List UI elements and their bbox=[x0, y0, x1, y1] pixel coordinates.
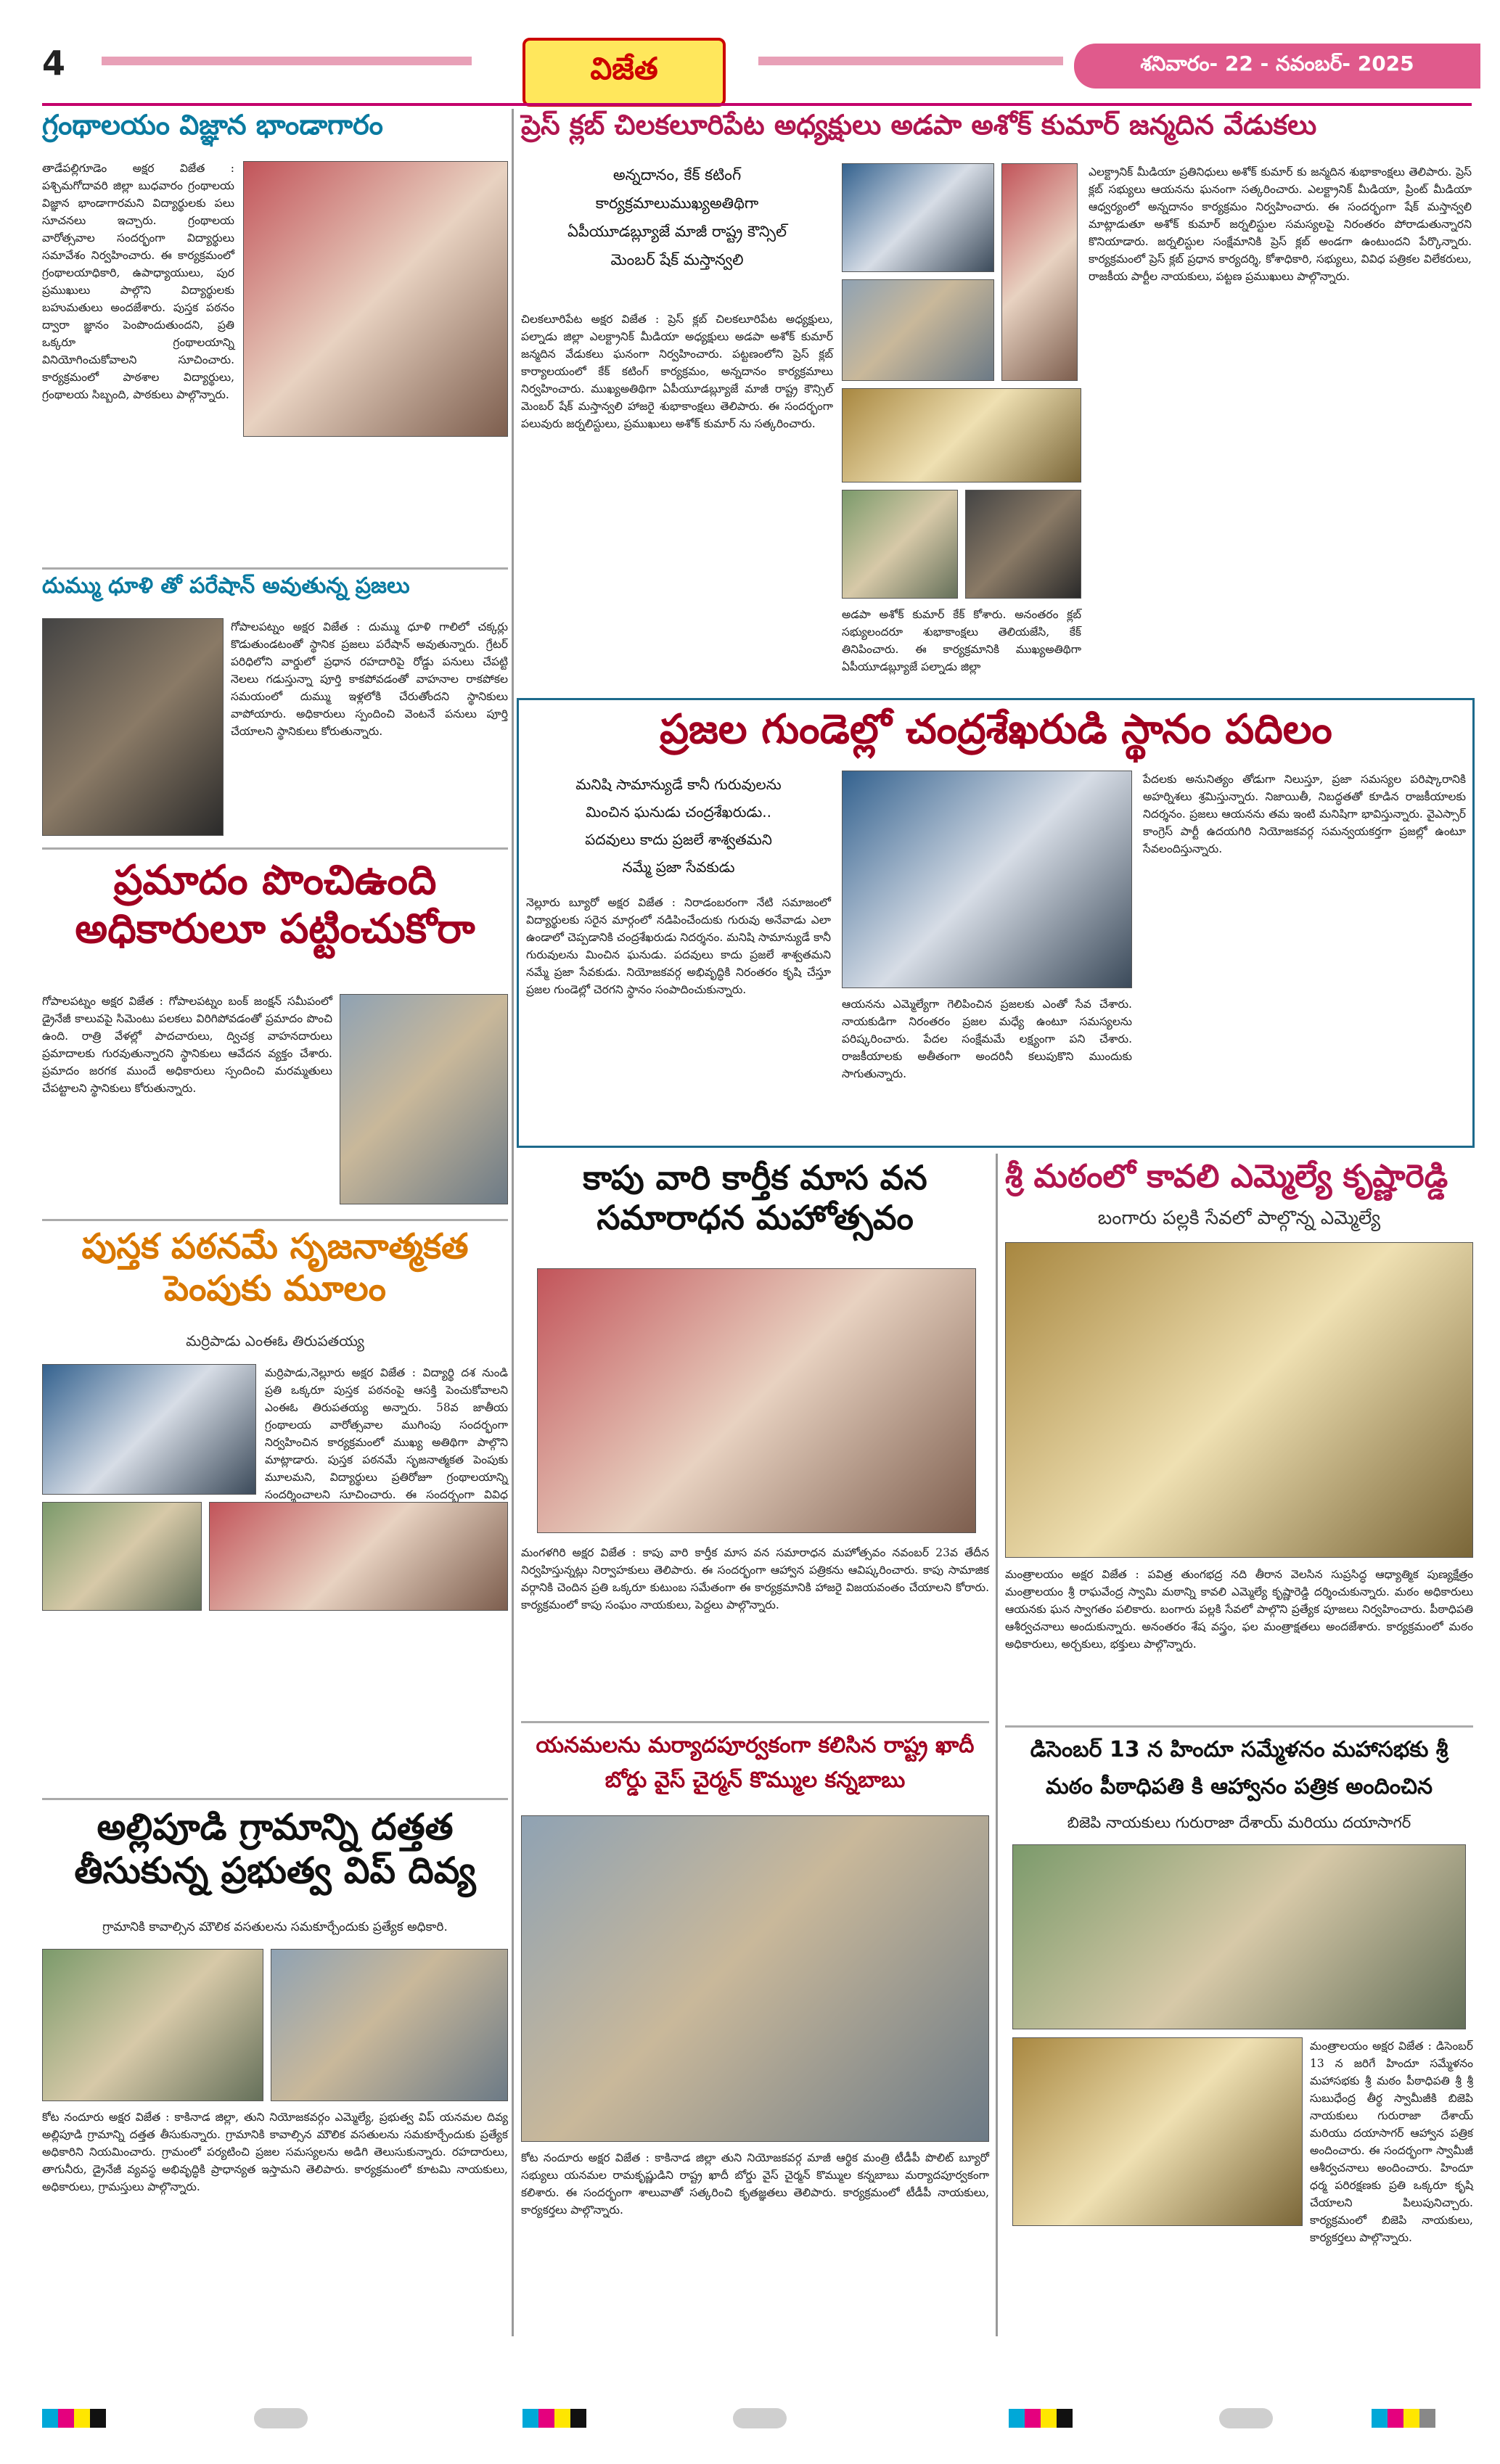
press-photo-3 bbox=[1001, 163, 1078, 381]
headline-dust: దుమ్ము ధూళి తో పరేషాన్ అవుతున్న ప్రజలు bbox=[42, 573, 410, 599]
press-photo-1 bbox=[842, 163, 994, 272]
article-library-body-cont bbox=[243, 443, 508, 559]
library-event-photo bbox=[243, 161, 508, 437]
masthead-logo: విజేత bbox=[522, 38, 726, 107]
headline-press-club: ప్రెస్ క్లబ్ చిలకలూరిపేట అధ్యక్షులు అడపా అశోక్ కుమార్ జన్మదిన వేడుకలు bbox=[521, 109, 1317, 141]
press-photo-2 bbox=[842, 279, 994, 381]
column-divider bbox=[996, 1154, 998, 2336]
header-right-band bbox=[758, 57, 1063, 65]
section-rule bbox=[42, 1798, 508, 1800]
register-black bbox=[90, 2409, 106, 2428]
article-hindu-sammelan-cont bbox=[1012, 2232, 1473, 2335]
reading-byline: మర్రిపాడు ఎంఈఓ తిరుపతయ్య bbox=[186, 1332, 364, 1350]
article-chandrasekhar-left: నెల్లూరు బ్యూరో అక్షర విజేత : నిరాడంబరంగా నేటి సమాజంలో విద్యార్థులకు సరైన మార్గంలో నడిపించేందుకు గురువు అనేవాడు ఎలా ఉండాలో చెప్పడానికి చంద్రశేఖరుడు నిదర్శనం. మనిషి సామాన్యుడే కానీ గురువులను మించిన ఘనుడు. పదవులు కాదు ప్రజలే శాశ్వతమని నమ్మే ప్రజా సేవకుడు. నియోజకవర్గ అభివృద్ధికి నిరంతరం కృషి చేస్తూ ప్రజల గుండెల్లో చెరగని స్థానం సంపాదించుకున్నారు. bbox=[526, 896, 831, 997]
press-photo-5 bbox=[842, 490, 958, 599]
deck-line: మనిషి సామాన్యుడే కానీ గురువులను bbox=[575, 776, 782, 793]
article-reading-body: మర్రిపాడు,నెల్లూరు అక్షర విజేత : విద్యార్థి దశ నుండి ప్రతి ఒక్కరూ పుస్తక పఠనంపై ఆసక్తి పెంచుకోవాలని ఎంఈఓ తిరుపతయ్య అన్నారు. 58వ జాతీయ గ్రంథాలయ వారోత్సవాల ముగింపు సందర్భంగా నిర్వహించిన కార్యక్రమంలో ముఖ్య అతిథిగా పాల్గొని మాట్లాడారు. పుస్తక పఠనమే సృజనాత్మకత పెంపుకు మూలమని, విద్యార్థులు ప్రతిరోజూ గ్రంథాలయాన్ని సందర్శించాలని సూచించారు. ఈ సందర్భంగా వివిధ bbox=[265, 1366, 508, 1502]
section-rule bbox=[42, 847, 508, 850]
register-cyan bbox=[522, 2409, 538, 2428]
register-magenta bbox=[58, 2409, 74, 2428]
register-magenta bbox=[1025, 2409, 1041, 2428]
register-magenta bbox=[538, 2409, 554, 2428]
headline-mutt-mla: శ్రీ మఠంలో కావలి ఎమ్మెల్యే కృష్ణారెడ్డి bbox=[1005, 1158, 1448, 1195]
article-chandrasekhar-right: పేదలకు అనునిత్యం తోడుగా నిలుస్తూ, ప్రజా సమస్యల పరిష్కారానికి అహర్నిశలు శ్రమిస్తున్నారు. నిజాయితీ, నిబద్ధతతో కూడిన రాజకీయాలకు నిదర్శనం. ప్రజలు ఆయనను తమ ఇంటి మనిషిగా భావిస్తున్నారు. వైఎస్సార్ కాంగ్రెస్ పార్టీ ఉదయగిరి నియోజకవర్గ సమన్వయకర్తగా ప్రజల్లో ఉంటూ సేవలందిస్తున్నారు. bbox=[1143, 773, 1466, 856]
register-yellow bbox=[1403, 2409, 1419, 2428]
register-magenta bbox=[1388, 2409, 1403, 2428]
register-mark bbox=[522, 2409, 586, 2428]
hindu-sammelan-subhead: బిజెపి నాయకులు గురురాజా దేశాయ్ మరియు దయాసాగర్ bbox=[1067, 1814, 1411, 1831]
article-chandrasekhar-mid: ఆయనను ఎమ్మెల్యేగా గెలిపించిన ప్రజలకు ఎంతో సేవ చేశారు. నాయకుడిగా నిరంతరం ప్రజల మధ్యే ఉంటూ సమస్యలను పరిష్కరించారు. పేదల సంక్షేమమే లక్ష్యంగా పని చేశారు. రాజకీయాలకు అతీతంగా అందరినీ కలుపుకొని ముందుకు సాగుతున్నారు. bbox=[842, 998, 1132, 1081]
article-press-right: ఎలక్ట్రానిక్ మీడియా ప్రతినిధులు అశోక్ కుమార్ కు జన్మదిన శుభాకాంక్షలు తెలిపారు. ప్రెస్ క్లబ్ సభ్యులు ఆయనను ఘనంగా సత్కరించారు. ఎలక్ట్రానిక్ మీడియా, ప్రింట్ మీడియా ఆధ్వర్యంలో అన్నదానం కార్యక్రమం నిర్వహించారు. ఈ సందర్భంగా షేక్ మస్తాన్వలి మాట్లాడుతూ అశోక్ కుమార్ జర్నలిస్టుల సమస్యలపై నిరంతరం పోరాడుతున్నారని కొనియాడారు. జర్నలిస్టుల సంక్షేమానికి ప్రెస్ క్లబ్ అండగా ఉంటుందని పేర్కొన్నారు. కార్యక్రమంలో ప్రెస్ క్లబ్ ప్రధాన కార్యదర్శి, కోశాధికారి, సభ్యులు, వివిధ పత్రికల విలేకరులు, రాజకీయ పార్టీల నాయకులు, పట్టణ ప్రముఖులు పాల్గొన్నారు. bbox=[1089, 165, 1472, 284]
headline-chandrasekhar: ప్రజల గుండెల్లో చంద్రశేఖరుడి స్థానం పదిలం bbox=[660, 706, 1332, 753]
golden-palanquin-photo bbox=[1005, 1242, 1473, 1558]
section-rule bbox=[1005, 1725, 1473, 1728]
kapu-launch-photo bbox=[537, 1268, 976, 1533]
register-pill bbox=[1219, 2408, 1273, 2428]
press-caption: అడపా అశోక్ కుమార్ కేక్ కోశారు. అనంతరం క్లబ్ సభ్యులందరూ శుభాకాంక్షలు తెలియజేసి, కేక్ తినిపించారు. ఈ కార్యక్రమానికి ముఖ్యఅతిథిగా ఏపీయూడబ్ల్యూజే పల్నాడు జిల్లా bbox=[842, 608, 1081, 674]
section-rule bbox=[521, 1721, 989, 1723]
dust-road-photo bbox=[42, 618, 224, 836]
chandrasekhar-deck bbox=[526, 771, 831, 887]
page-number: 4 bbox=[42, 44, 66, 83]
deck-line: మించిన ఘనుడు చంద్రశేఖరుడు.. bbox=[586, 803, 771, 821]
article-yanamala-body: కోట నందూరు అక్షర విజేత : కాకినాడ జిల్లా తుని నియోజకవర్గ మాజీ ఆర్థిక మంత్రి టీడీపీ పొలిట్ బ్యూరో సభ్యులు యనమల రామకృష్ణుడిని రాష్ట్ర ఖాదీ బోర్డు వైస్ చైర్మన్ కొమ్ముల కన్నబాబు మర్యాదపూర్వకంగా కలిశారు. ఈ సందర్భంగా శాలువాతో సత్కరించి కృతజ్ఞతలు తెలిపారు. కార్యక్రమంలో టీడీపీ నాయకులు, కార్యకర్తలు పాల్గొన్నారు. bbox=[521, 2151, 989, 2217]
article-mutt-mla-body: మంత్రాలయం అక్షర విజేత : పవిత్ర తుంగభద్ర నది తీరాన వెలసిన సుప్రసిద్ధ ఆధ్యాత్మిక పుణ్యక్షేత్రం మంత్రాలయం శ్రీ రాఘవేంద్ర స్వామి మఠాన్ని కావలి ఎమ్మెల్యే కృష్ణారెడ్డి దర్శించుకున్నారు. మఠం అధికారులు ఆయనకు ఘన స్వాగతం పలికారు. బంగారు పల్లకి సేవలో పాల్గొని ప్రత్యేక పూజలు నిర్వహించారు. పీఠాధిపతి ఆశీర్వచనాలు అందుకున్నారు. అనంతరం శేష వస్త్రం, ఫల మంత్రాక్షతలు అందజేశారు. కార్యక్రమంలో మఠం అధికారులు, అర్చకులు, భక్తులు పాల్గొన్నారు. bbox=[1005, 1568, 1473, 1651]
adoption-photo-2 bbox=[271, 1949, 508, 2101]
headline-danger: ప్రమాదం పొంచిఉంది అధికారులూ పట్టించుకోరా bbox=[75, 857, 475, 953]
section-rule bbox=[42, 1219, 508, 1221]
article-reading-body-cont bbox=[42, 1618, 508, 1792]
register-mark bbox=[1372, 2409, 1435, 2428]
invitation-photo-1 bbox=[1012, 1844, 1466, 2029]
register-pill bbox=[254, 2408, 308, 2428]
deck-line: ఏపీయూడబ్ల్యూజే మాజీ రాష్ట్ర కౌన్సిల్ bbox=[567, 222, 787, 240]
register-yellow bbox=[554, 2409, 570, 2428]
register-pill bbox=[733, 2408, 787, 2428]
register-cyan bbox=[1009, 2409, 1025, 2428]
deck-line: అన్నదానం, కేక్ కటింగ్ bbox=[612, 166, 742, 184]
article-kapu-body: మంగళగిరి అక్షర విజేత : కాపు వారి కార్తీక మాస వన సమారాధన మహోత్సవం నవంబర్ 23వ తేదీన నిర్వహిస్తున్నట్లు నిర్వాహకులు తెలిపారు. ఈ సందర్భంగా ఆహ్వాన పత్రికను ఆవిష్కరించారు. కాపు సామాజిక వర్గానికి చెందిన ప్రతి ఒక్కరూ కుటుంబ సమేతంగా ఈ కార్యక్రమానికి హాజరై విజయవంతం చేయాలని కోరారు. కార్యక్రమంలో కాపు సంఘం నాయకులు, పెద్దలు పాల్గొన్నారు. bbox=[521, 1546, 989, 1612]
article-hindu-sammelan-body: మంత్రాలయం అక్షర విజేత : డిసెంబర్ 13 న జరిగే హిందూ సమ్మేళనం మహాసభకు శ్రీ మఠం పీఠాధిపతి శ్రీ శ్రీ సుబుధేంద్ర తీర్థ స్వామీజీకి బిజెపి నాయకులు గురురాజా దేశాయ్ మరియు దయాసాగర్ ఆహ్వాన పత్రిక అందించారు. ఈ సందర్భంగా స్వామీజీ ఆశీర్వచనాలు అందించారు. హిందూ ధర్మ పరిరక్షణకు ప్రతి ఒక్కరూ కృషి చేయాలని పిలుపునిచ్చారు. కార్యక్రమంలో బిజెపి నాయకులు, కార్యకర్తలు పాల్గొన్నారు. bbox=[1310, 2040, 1473, 2245]
article-adoption-body: కోట నందూరు అక్షర విజేత : కాకినాడ జిల్లా, తుని నియోజకవర్గం ఎమ్మెల్యే, ప్రభుత్వ విప్ యనమల దివ్య అల్లిపూడి గ్రామాన్ని దత్తత తీసుకున్నారు. గ్రామానికి కావాల్సిన మౌలిక వసతులను సమకూర్చేందుకు ప్రత్యేక అధికారిని నియమించారు. గ్రామంలో పర్యటించి ప్రజల సమస్యలను అడిగి తెలుసుకున్నారు. రహదారులు, తాగునీరు, డ్రైనేజీ వ్యవస్థ అభివృద్ధికి ప్రాధాన్యత ఇస్తామని తెలిపారు. కార్యక్రమంలో కూటమి నాయకులు, అధికారులు, గ్రామస్తులు పాల్గొన్నారు. bbox=[42, 2111, 508, 2194]
article-danger-body: గోపాలపట్నం అక్షర విజేత : గోపాలపట్నం బంక్ జంక్షన్ సమీపంలో డ్రైనేజీ కాలువపై సిమెంటు పలకలు విరిగిపోవడంతో ప్రమాదం పొంచి ఉంది. రాత్రి వేళల్లో పాదచారులు, ద్విచక్ర వాహనదారులు ప్రమాదాలకు గురవుతున్నారని స్థానికులు ఆవేదన వ్యక్తం చేశారు. ప్రమాదం జరగక ముందే అధికారులు స్పందించి మరమ్మతులు చేపట్టాలని స్థానికులు కోరుతున్నారు. bbox=[42, 995, 332, 1096]
adoption-photo-1 bbox=[42, 1949, 263, 2101]
section-rule bbox=[42, 567, 508, 570]
headline-kapu: కాపు వారి కార్తీక మాస వన సమారాధన మహోత్సవం bbox=[583, 1158, 927, 1238]
register-black bbox=[570, 2409, 586, 2428]
article-dust-body: గోపాలపట్నం అక్షర విజేత : దుమ్ము ధూళి గాలిలో చక్కర్లు కొడుతుండటంతో స్థానిక ప్రజలు పరేషాన్ అవుతున్నారు. గ్రేటర్ పరిధిలోని వార్డులో ప్రధాన రహదారిపై రోడ్డు పనులు చేపట్టి నెలలు గడుస్తున్నా పూర్తి కాకపోవడంతో వాహనాల రాకపోకల సమయంలో దుమ్ము ఇళ్లలోకి చేరుతోందని స్థానికులు వాపోయారు. అధికారులు స్పందించి వెంటనే పనులు పూర్తి చేయాలని స్థానికులు కోరుతున్నారు. bbox=[231, 620, 508, 739]
deck-line: కార్యక్రమాలుముఖ్యఅతిథిగా bbox=[595, 194, 759, 212]
headline-reading: పుస్తక పఠనమే సృజనాత్మకత పెంపుకు మూలం bbox=[81, 1226, 469, 1309]
deck-line: నమ్మే ప్రజా సేవకుడు bbox=[622, 858, 735, 876]
register-black bbox=[1419, 2409, 1435, 2428]
header-rule bbox=[42, 103, 1472, 106]
adoption-subhead: గ్రామానికి కావాల్సిన మౌలిక వసతులను సమకూర్చేందుకు ప్రత్యేక అధికారి. bbox=[102, 1920, 448, 1934]
chandrasekhar-portrait bbox=[842, 771, 1132, 988]
reading-photo-3 bbox=[209, 1502, 508, 1611]
register-black bbox=[1057, 2409, 1073, 2428]
press-photo-6 bbox=[965, 490, 1081, 599]
press-photo-4 bbox=[842, 388, 1081, 482]
headline-adoption: అల్లిపూడి గ్రామాన్ని దత్తత తీసుకున్న ప్రభుత్వ విప్ దివ్య bbox=[74, 1806, 476, 1892]
deck-line: పదవులు కాదు ప్రజలే శాశ్వతమని bbox=[585, 831, 772, 848]
register-mark bbox=[1009, 2409, 1073, 2428]
drain-hazard-photo bbox=[340, 994, 508, 1204]
column-divider bbox=[512, 109, 514, 2336]
reading-photo-2 bbox=[42, 1502, 202, 1611]
headline-library: గ్రంథాలయం విజ్ఞాన భాండాగారం bbox=[42, 109, 383, 141]
invitation-photo-2 bbox=[1012, 2037, 1303, 2226]
register-yellow bbox=[74, 2409, 90, 2428]
headline-hindu-sammelan: డిసెంబర్ 13 న హిందూ సమ్మేళనం మహాసభకు శ్రీ మఠం పీఠాధిపతి కి ఆహ్వానం పత్రిక అందించిన bbox=[1030, 1737, 1448, 1799]
yanamala-meeting-photo bbox=[521, 1815, 989, 2142]
issue-date: శనివారం- 22 - నవంబర్- 2025 bbox=[1074, 44, 1480, 89]
article-library-body: తాడేపల్లిగూడెం అక్షర విజేత : పశ్చిమగోదావరి జిల్లా బుధవారం గ్రంథాలయ విజ్ఞాన భాండాగారమని విద్యార్థులకు పలు సూచనలు ఇచ్చారు. గ్రంథాలయ వారోత్సవాల సందర్భంగా విద్యార్థులు సమావేశం నిర్వహించారు. ఈ కార్యక్రమంలో గ్రంథాలయాధికారి, ఉపాధ్యాయులు, పుర ప్రముఖులు పాల్గొని విద్యార్థులకు బహుమతులు అందజేశారు. పుస్తక పఠనం ద్వారా జ్ఞానం పెంపొందుతుందని, ప్రతి ఒక్కరూ గ్రంథాలయాన్ని వినియోగించుకోవాలని సూచించారు. కార్యక్రమంలో పాఠశాల విద్యార్థులు, గ్రంథాలయ సిబ్బంది, పాఠకులు పాల్గొన్నారు. bbox=[42, 162, 234, 402]
article-press-left: చిలకలూరిపేట అక్షర విజేత : ప్రెస్ క్లబ్ చిలకలూరిపేట అధ్యక్షులు, పల్నాడు జిల్లా ఎలక్ట్రానిక్ మీడియా అధ్యక్షులు అడపా అశోక్ కుమార్ జన్మదిన వేడుకలు ఘనంగా నిర్వహించారు. పట్టణంలోని ప్రెస్ క్లబ్ కార్యాలయంలో కేక్ కటింగ్ కార్యక్రమం, అన్నదానం కార్యక్రమాలు నిర్వహించారు. ముఖ్యఅతిథిగా ఏపీయూడబ్ల్యూజే మాజీ రాష్ట్ర కౌన్సిల్ మెంబర్ షేక్ మస్తాన్వలి హాజరై శుభాకాంక్షలు తెలిపారు. ఈ సందర్భంగా పలువురు జర్నలిస్టులు, ప్రముఖులు అశోక్ కుమార్ ను సత్కరించారు. bbox=[521, 313, 833, 431]
press-club-deck bbox=[521, 161, 833, 306]
reading-class-photo bbox=[42, 1364, 256, 1495]
header-left-band bbox=[102, 57, 472, 65]
mutt-mla-subhead: బంగారు పల్లకి సేవలో పాల్గొన్న ఎమ్మెల్యే bbox=[1097, 1207, 1381, 1229]
headline-yanamala: యనమలను మర్యాదపూర్వకంగా కలిసిన రాష్ట్ర ఖాదీ బోర్డు వైస్ చైర్మన్ కొమ్ముల కన్నబాబు bbox=[536, 1733, 975, 1793]
register-mark bbox=[42, 2409, 106, 2428]
register-cyan bbox=[1372, 2409, 1388, 2428]
register-yellow bbox=[1041, 2409, 1057, 2428]
register-cyan bbox=[42, 2409, 58, 2428]
deck-line: మెంబర్ షేక్ మస్తాన్వలి bbox=[610, 250, 744, 268]
